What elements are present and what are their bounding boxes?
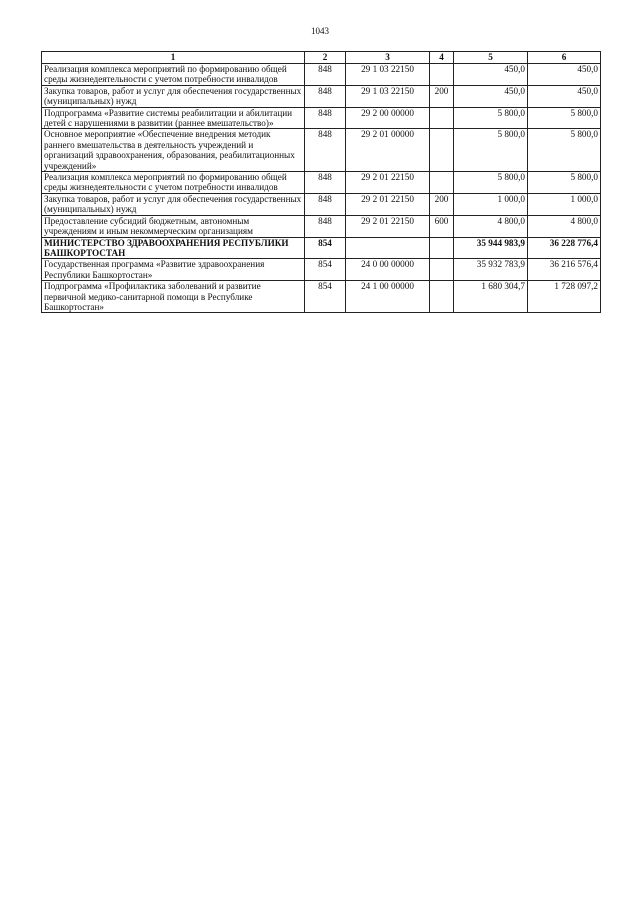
- row-target-article-cell: 29 2 00 00000: [346, 107, 430, 129]
- row-amount-year2-cell: 5 800,0: [528, 107, 601, 129]
- table-row: [42, 259, 601, 281]
- table-row: [42, 64, 601, 86]
- row-target-article-cell: 29 2 01 22150: [346, 215, 430, 237]
- table-row: [42, 107, 601, 129]
- row-amount-year1-cell: 5 800,0: [454, 107, 528, 129]
- row-expense-type-cell: 200: [430, 193, 454, 215]
- row-name-cell: МИНИСТЕРСТВО ЗДРАВООХРАНЕНИЯ РЕСПУБЛИКИ БАШКОРТОСТАН: [42, 237, 305, 259]
- page-number: 1043: [311, 26, 329, 36]
- row-code-cell: 854: [305, 259, 346, 281]
- table-row: [42, 193, 601, 215]
- row-target-article-cell: 29 2 01 00000: [346, 129, 430, 172]
- row-expense-type-cell: [430, 107, 454, 129]
- row-amount-year1-cell: 450,0: [454, 64, 528, 86]
- row-expense-type-cell: [430, 129, 454, 172]
- table-row: [42, 281, 601, 313]
- row-amount-year2-cell: 1 728 097,2: [528, 281, 601, 313]
- column-header: 3: [346, 52, 430, 64]
- row-amount-year2-cell: 1 000,0: [528, 193, 601, 215]
- row-expense-type-cell: [430, 237, 454, 259]
- row-code-cell: 848: [305, 107, 346, 129]
- table-row: [42, 85, 601, 107]
- row-amount-year1-cell: 5 800,0: [454, 172, 528, 194]
- row-expense-type-cell: [430, 259, 454, 281]
- row-name-cell: Подпрограмма «Развитие системы реабилитации и абилитации детей с нарушениями в развитии (раннее вмешательство)»: [42, 107, 305, 129]
- table-row: [42, 172, 601, 194]
- row-expense-type-cell: [430, 172, 454, 194]
- table-body: [42, 64, 601, 313]
- column-header: 2: [305, 52, 346, 64]
- row-code-cell: 848: [305, 215, 346, 237]
- row-amount-year1-cell: 1 680 304,7: [454, 281, 528, 313]
- row-code-cell: 848: [305, 85, 346, 107]
- table-header: [42, 52, 601, 64]
- row-expense-type-cell: [430, 64, 454, 86]
- row-expense-type-cell: 600: [430, 215, 454, 237]
- row-code-cell: 848: [305, 129, 346, 172]
- row-amount-year1-cell: 1 000,0: [454, 193, 528, 215]
- row-target-article-cell: 29 2 01 22150: [346, 172, 430, 194]
- row-amount-year2-cell: 36 228 776,4: [528, 237, 601, 259]
- table-row: [42, 237, 601, 259]
- row-name-cell: Реализация комплекса мероприятий по формированию общей среды жизнедеятельности с учетом потребности инвалидов: [42, 172, 305, 194]
- row-name-cell: Государственная программа «Развитие здравоохранения Республики Башкортостан»: [42, 259, 305, 281]
- row-code-cell: 848: [305, 64, 346, 86]
- row-amount-year2-cell: 5 800,0: [528, 129, 601, 172]
- row-amount-year1-cell: 35 944 983,9: [454, 237, 528, 259]
- row-name-cell: Закупка товаров, работ и услуг для обеспечения государственных (муниципальных) нужд: [42, 193, 305, 215]
- row-amount-year2-cell: 4 800,0: [528, 215, 601, 237]
- row-code-cell: 848: [305, 172, 346, 194]
- row-name-cell: Подпрограмма «Профилактика заболеваний и развитие первичной медико-санитарной помощи в Республике Башкортостан»: [42, 281, 305, 313]
- row-name-cell: Закупка товаров, работ и услуг для обеспечения государственных (муниципальных) нужд: [42, 85, 305, 107]
- row-expense-type-cell: 200: [430, 85, 454, 107]
- row-amount-year2-cell: 36 216 576,4: [528, 259, 601, 281]
- row-target-article-cell: 29 1 03 22150: [346, 64, 430, 86]
- row-target-article-cell: 24 1 00 00000: [346, 281, 430, 313]
- row-target-article-cell: 24 0 00 00000: [346, 259, 430, 281]
- row-amount-year2-cell: 450,0: [528, 85, 601, 107]
- column-header: 6: [528, 52, 601, 64]
- table-row: [42, 215, 601, 237]
- row-target-article-cell: [346, 237, 430, 259]
- row-code-cell: 848: [305, 193, 346, 215]
- row-target-article-cell: 29 2 01 22150: [346, 193, 430, 215]
- table-row: [42, 129, 601, 172]
- column-header: 5: [454, 52, 528, 64]
- row-amount-year1-cell: 450,0: [454, 85, 528, 107]
- row-amount-year2-cell: 5 800,0: [528, 172, 601, 194]
- row-amount-year1-cell: 35 932 783,9: [454, 259, 528, 281]
- row-name-cell: Основное мероприятие «Обеспечение внедрения методик раннего вмешательства в деятельность учреждений и организаций здравоохранения, образования, реабилитационных учреждений»: [42, 129, 305, 172]
- row-code-cell: 854: [305, 281, 346, 313]
- row-amount-year1-cell: 5 800,0: [454, 129, 528, 172]
- row-amount-year2-cell: 450,0: [528, 64, 601, 86]
- row-code-cell: 854: [305, 237, 346, 259]
- row-amount-year1-cell: 4 800,0: [454, 215, 528, 237]
- column-header: 4: [430, 52, 454, 64]
- budget-table: [41, 51, 601, 313]
- row-expense-type-cell: [430, 281, 454, 313]
- header-row: [42, 52, 601, 64]
- row-name-cell: Предоставление субсидий бюджетным, автономным учреждениям и иным некоммерческим организациям: [42, 215, 305, 237]
- column-header: 1: [42, 52, 305, 64]
- row-target-article-cell: 29 1 03 22150: [346, 85, 430, 107]
- row-name-cell: Реализация комплекса мероприятий по формированию общей среды жизнедеятельности с учетом потребности инвалидов: [42, 64, 305, 86]
